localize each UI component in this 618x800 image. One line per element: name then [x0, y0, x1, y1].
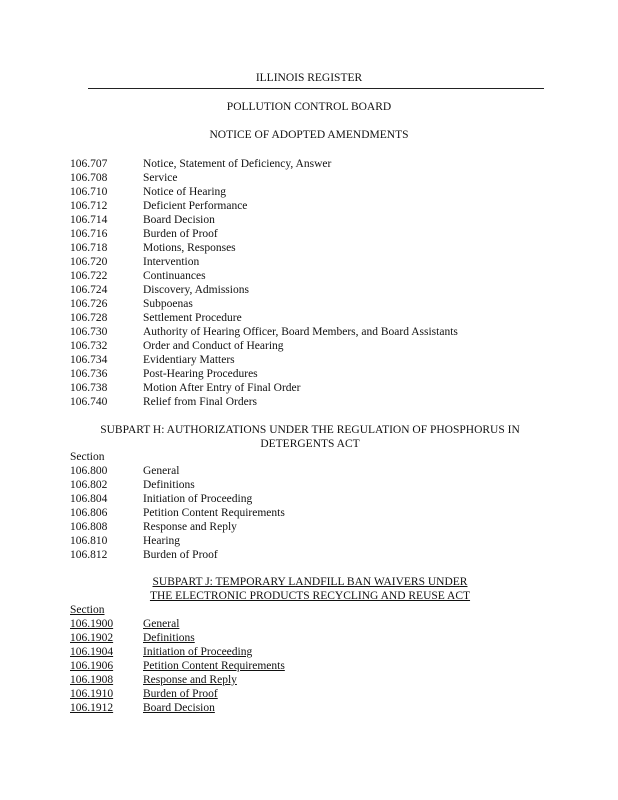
section-row	[70, 227, 458, 241]
section-title: Burden of Proof	[143, 688, 218, 700]
section-title: Relief from Final Orders	[143, 396, 258, 408]
section-title: Motion After Entry of Final Order	[143, 382, 301, 394]
section-row	[70, 157, 458, 171]
section-row	[70, 520, 285, 534]
section-row	[70, 171, 458, 185]
section-row	[70, 297, 458, 311]
section-title: Response and Reply	[143, 521, 237, 533]
section-row	[70, 548, 285, 562]
section-title: Initiation of Proceeding	[143, 646, 253, 658]
section-row	[70, 631, 285, 645]
section-number: 106.710	[70, 186, 108, 198]
section-number: 106.732	[70, 340, 108, 352]
section-title: Notice of Hearing	[143, 186, 227, 198]
section-number: 106.800	[70, 465, 108, 477]
header-rule	[88, 88, 544, 89]
notice-title: NOTICE OF ADOPTED AMENDMENTS	[209, 129, 409, 141]
board-name: POLLUTION CONTROL BOARD	[226, 101, 392, 113]
section-row	[70, 645, 285, 659]
section-row	[70, 534, 285, 548]
section-title: Definitions	[143, 479, 195, 491]
section-title: Discovery, Admissions	[143, 284, 249, 296]
section-number: 106.1910	[70, 688, 114, 700]
section-number: 106.724	[70, 284, 108, 296]
section-number: 106.1908	[70, 674, 114, 686]
section-number: 106.734	[70, 354, 108, 366]
section-title: Burden of Proof	[143, 549, 218, 561]
subpart-j-section-label: Section	[70, 604, 105, 616]
section-number: 106.726	[70, 298, 108, 310]
section-row	[70, 241, 458, 255]
section-row	[70, 283, 458, 297]
section-title: Evidentiary Matters	[143, 354, 235, 366]
section-number: 106.707	[70, 158, 108, 170]
subpart-h-line1: SUBPART H: AUTHORIZATIONS UNDER THE REGULATION OF PHOSPHORUS IN	[100, 424, 520, 436]
section-title: Board Decision	[143, 702, 215, 714]
section-list-j	[70, 617, 285, 715]
section-number: 106.1900	[70, 618, 114, 630]
subpart-h-section-label: Section	[70, 451, 105, 463]
section-row	[70, 478, 285, 492]
section-title: Subpoenas	[143, 298, 193, 310]
section-row	[70, 617, 285, 631]
section-row	[70, 339, 458, 353]
section-row	[70, 353, 458, 367]
section-number: 106.712	[70, 200, 108, 212]
section-number: 106.738	[70, 382, 108, 394]
section-number: 106.1906	[70, 660, 114, 672]
section-row	[70, 701, 285, 715]
section-title: Intervention	[143, 256, 200, 268]
section-row	[70, 381, 458, 395]
section-number: 106.728	[70, 312, 108, 324]
subpart-j-line2: THE ELECTRONIC PRODUCTS RECYCLING AND REUSE ACT	[149, 590, 471, 602]
section-row	[70, 687, 285, 701]
section-list-g	[70, 157, 458, 409]
section-title: Petition Content Requirements	[143, 507, 285, 519]
section-number: 106.810	[70, 535, 108, 547]
section-row	[70, 311, 458, 325]
section-number: 106.716	[70, 228, 108, 240]
section-number: 106.806	[70, 507, 108, 519]
section-title: Hearing	[143, 535, 181, 547]
section-title: Authority of Hearing Officer, Board Members, and Board Assistants	[143, 326, 458, 338]
section-number: 106.1912	[70, 702, 114, 714]
section-title: Settlement Procedure	[143, 312, 242, 324]
section-title: Board Decision	[143, 214, 215, 226]
section-row	[70, 185, 458, 199]
subpart-h-heading	[70, 423, 550, 451]
section-row	[70, 506, 285, 520]
section-title: General	[143, 465, 180, 477]
section-title: Burden of Proof	[143, 228, 218, 240]
section-row	[70, 492, 285, 506]
section-number: 106.708	[70, 172, 108, 184]
section-title: Continuances	[143, 270, 206, 282]
subpart-h-line2: DETERGENTS ACT	[260, 438, 360, 450]
section-row	[70, 464, 285, 478]
section-row	[70, 659, 285, 673]
section-row	[70, 325, 458, 339]
section-row	[70, 199, 458, 213]
section-row	[70, 395, 458, 409]
section-title: Initiation of Proceeding	[143, 493, 253, 505]
section-number: 106.730	[70, 326, 108, 338]
section-row	[70, 255, 458, 269]
section-list-h	[70, 464, 285, 562]
section-number: 106.812	[70, 549, 108, 561]
section-number: 106.1904	[70, 646, 114, 658]
subpart-j-line1: SUBPART J: TEMPORARY LANDFILL BAN WAIVERS UNDER	[152, 576, 468, 588]
register-title: ILLINOIS REGISTER	[255, 72, 363, 84]
section-row	[70, 673, 285, 687]
section-number: 106.722	[70, 270, 108, 282]
section-row	[70, 269, 458, 283]
section-title: Deficient Performance	[143, 200, 248, 212]
section-number: 106.736	[70, 368, 108, 380]
section-title: Petition Content Requirements	[143, 660, 285, 672]
subpart-j-heading	[70, 575, 550, 603]
section-title: Order and Conduct of Hearing	[143, 340, 284, 352]
section-title: Post-Hearing Procedures	[143, 368, 258, 380]
section-number: 106.714	[70, 214, 108, 226]
section-title: General	[143, 618, 180, 630]
section-number: 106.804	[70, 493, 108, 505]
section-number: 106.720	[70, 256, 108, 268]
section-title: Motions, Responses	[143, 242, 236, 254]
section-number: 106.808	[70, 521, 108, 533]
section-row	[70, 367, 458, 381]
section-title: Notice, Statement of Deficiency, Answer	[143, 158, 332, 170]
section-row	[70, 213, 458, 227]
section-number: 106.718	[70, 242, 108, 254]
section-title: Response and Reply	[143, 674, 237, 686]
section-number: 106.802	[70, 479, 108, 491]
section-title: Service	[143, 172, 178, 184]
section-title: Definitions	[143, 632, 195, 644]
section-number: 106.1902	[70, 632, 114, 644]
section-number: 106.740	[70, 396, 108, 408]
